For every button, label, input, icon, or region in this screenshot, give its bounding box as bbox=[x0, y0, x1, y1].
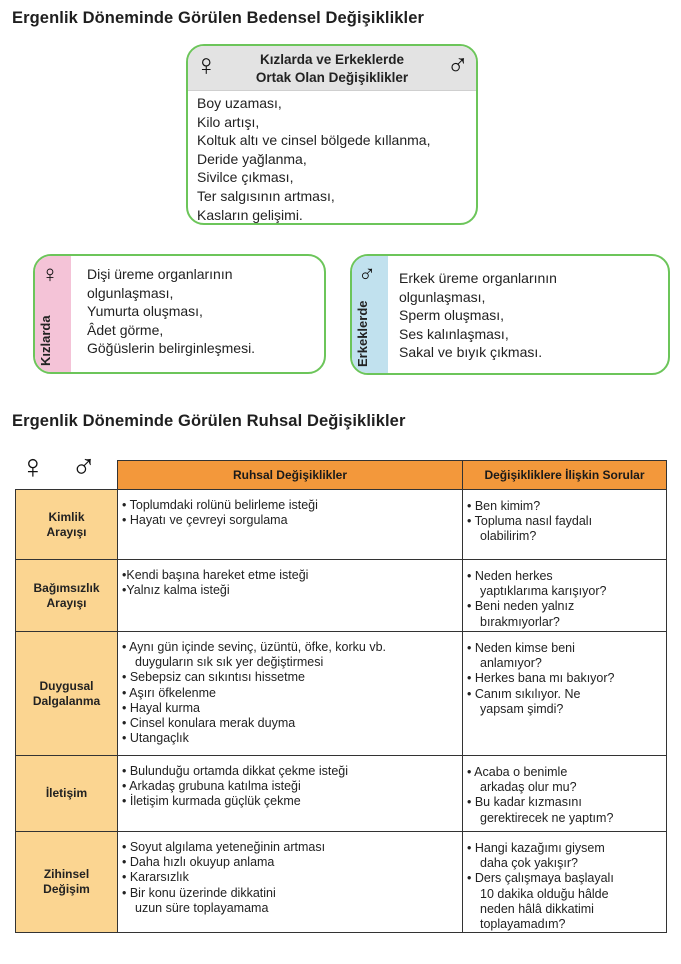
category-line: Arayışı bbox=[46, 595, 87, 610]
list-item: Dişi üreme organlarının bbox=[87, 266, 233, 282]
row-changes bbox=[118, 490, 463, 560]
male-symbol-icon: ♂ bbox=[71, 448, 97, 486]
row-category bbox=[16, 560, 118, 632]
list-item: yaptıklarıma karışıyor? bbox=[480, 584, 607, 599]
list-item: Boy uzaması, bbox=[197, 95, 282, 111]
changes-list bbox=[118, 632, 462, 746]
list-item: yapsam şimdi? bbox=[480, 701, 564, 716]
table-row bbox=[16, 832, 667, 933]
changes-list bbox=[118, 560, 462, 598]
girls-changes-box bbox=[33, 254, 326, 374]
list-item: Göğüslerin belirginleşmesi. bbox=[87, 340, 256, 357]
header-questions: Değişikliklere İlişkin Sorular bbox=[463, 461, 667, 490]
category-line: Dalgalanma bbox=[32, 693, 101, 708]
category-line: Zihinsel bbox=[43, 867, 90, 882]
list-item: • Hangi kazağımı giysem bbox=[467, 841, 605, 855]
list-item: • Canım sıkılıyor. Ne bbox=[467, 686, 581, 701]
row-category bbox=[16, 632, 118, 756]
list-item: Deride yağlanma, bbox=[197, 150, 307, 167]
list-item: daha çok yakışır? bbox=[480, 856, 578, 871]
list-item: • Aşırı öfkelenme bbox=[122, 685, 217, 700]
female-symbol-icon: ♀ bbox=[195, 49, 218, 82]
list-item: • Topluma nasıl faydalı bbox=[467, 514, 593, 529]
list-item: • Neden herkes bbox=[467, 569, 553, 583]
row-changes bbox=[118, 632, 463, 756]
header-changes: Ruhsal Değişiklikler bbox=[118, 461, 463, 490]
table-row bbox=[16, 632, 667, 756]
list-item: olgunlaşması, bbox=[399, 288, 486, 305]
list-item: • Utangaçlık bbox=[122, 731, 189, 746]
list-item: • Cinsel konulara merak duyma bbox=[122, 716, 296, 731]
row-category bbox=[16, 490, 118, 560]
girls-side-band bbox=[35, 256, 71, 372]
list-item: • Herkes bana mı bakıyor? bbox=[467, 671, 615, 686]
table-row bbox=[16, 560, 667, 632]
list-item: Ses kalınlaşması, bbox=[399, 325, 509, 342]
list-item: neden hâlâ dikkatimi bbox=[480, 901, 594, 916]
male-symbol-icon: ♂ bbox=[446, 49, 469, 82]
list-item: olabilirim? bbox=[480, 529, 537, 544]
list-item: uzun süre toplayamama bbox=[135, 900, 269, 915]
list-item: • Toplumdaki rolünü belirleme isteği bbox=[122, 498, 318, 512]
list-item: • Bu kadar kızmasını bbox=[467, 795, 582, 810]
girls-label: Kızlarda bbox=[38, 315, 53, 366]
changes-list bbox=[118, 756, 462, 810]
list-item: • Ben kimim? bbox=[467, 499, 541, 513]
list-item: Kilo artışı, bbox=[197, 113, 260, 130]
list-item: • Sebepsiz can sıkıntısı hissetme bbox=[122, 670, 305, 685]
list-item: • Arkadaş grubuna katılma isteği bbox=[122, 779, 301, 794]
category-line: Değişim bbox=[43, 882, 90, 897]
female-symbol-icon: ♀ bbox=[20, 448, 46, 486]
common-changes-header bbox=[188, 46, 476, 91]
changes-list bbox=[118, 490, 462, 528]
list-item: • Kararsızlık bbox=[122, 870, 189, 885]
common-heading-line-2: Ortak Olan Değişiklikler bbox=[255, 70, 409, 85]
table-row bbox=[16, 756, 667, 832]
category-line: Duygusal bbox=[39, 678, 94, 693]
list-item: Sperm oluşması, bbox=[399, 307, 505, 324]
list-item: • Soyut algılama yeteneğinin artması bbox=[122, 840, 326, 854]
mental-changes-table-wrap bbox=[15, 460, 666, 933]
questions-list bbox=[463, 632, 666, 717]
category-line: Bağımsızlık bbox=[33, 580, 100, 595]
category-line: İletişim bbox=[45, 786, 88, 800]
list-item: • Beni neden yalnız bbox=[467, 599, 575, 614]
list-item: Koltuk altı ve cinsel bölgede kıllanma, bbox=[197, 132, 431, 149]
row-category bbox=[16, 756, 118, 832]
changes-list bbox=[118, 832, 462, 916]
list-item: Sakal ve bıyık çıkması. bbox=[399, 344, 543, 361]
list-item: duyguların sık sık yer değiştirmesi bbox=[135, 655, 324, 670]
category-line: Arayışı bbox=[46, 524, 87, 539]
table-row bbox=[16, 490, 667, 560]
boys-changes-box bbox=[350, 254, 670, 375]
category-line: Kimlik bbox=[48, 509, 85, 524]
list-item: • Neden kimse beni bbox=[467, 641, 575, 655]
table-header-row bbox=[16, 461, 667, 490]
list-item: Ter salgısının artması, bbox=[197, 187, 335, 204]
list-item: anlamıyor? bbox=[480, 656, 542, 671]
row-changes bbox=[118, 756, 463, 832]
row-changes bbox=[118, 560, 463, 632]
list-item: • Bulunduğu ortamda dikkat çekme isteği bbox=[122, 764, 349, 778]
list-item: bırakmıyorlar? bbox=[480, 614, 560, 629]
table-body bbox=[16, 490, 667, 933]
list-item: Erkek üreme organlarının bbox=[399, 270, 557, 286]
male-symbol-icon: ♂ bbox=[358, 261, 376, 288]
boys-side-band bbox=[352, 256, 388, 373]
list-item: Kasların gelişimi. bbox=[197, 206, 303, 223]
list-item: gerektirecek ne yaptım? bbox=[480, 810, 614, 825]
physical-changes-title: Ergenlik Döneminde Görülen Bedensel Değişiklikler bbox=[12, 9, 425, 27]
list-item: • Hayal kurma bbox=[122, 700, 201, 715]
row-changes bbox=[118, 832, 463, 933]
row-questions bbox=[463, 632, 667, 756]
girls-changes-list bbox=[87, 265, 255, 358]
boys-label: Erkeklerde bbox=[355, 300, 370, 367]
row-questions bbox=[463, 832, 667, 933]
questions-list bbox=[463, 832, 666, 932]
female-symbol-icon: ♀ bbox=[41, 261, 59, 288]
common-changes-heading bbox=[228, 51, 436, 87]
list-item: • Aynı gün içinde sevinç, üzüntü, öfke, korku vb. bbox=[122, 640, 387, 654]
list-item: olgunlaşması, bbox=[87, 284, 174, 301]
list-item: • Bir konu üzerinde dikkatini bbox=[122, 885, 276, 900]
list-item: Sivilce çıkması, bbox=[197, 169, 294, 186]
list-item: • Ders çalışmaya başlayalı bbox=[467, 871, 614, 886]
boys-changes-list bbox=[399, 269, 557, 362]
mental-changes-title: Ergenlik Döneminde Görülen Ruhsal Değişiklikler bbox=[12, 412, 406, 430]
list-item: 10 dakika olduğu hâlde bbox=[480, 886, 609, 901]
row-category bbox=[16, 832, 118, 933]
common-heading-line-1: Kızlarda ve Erkeklerde bbox=[259, 52, 405, 67]
list-item: •Kendi başına hareket etme isteği bbox=[122, 568, 309, 582]
row-questions bbox=[463, 490, 667, 560]
list-item: Yumurta oluşması, bbox=[87, 303, 203, 320]
questions-list bbox=[463, 490, 666, 545]
row-questions bbox=[463, 756, 667, 832]
row-questions bbox=[463, 560, 667, 632]
list-item: • Acaba o benimle bbox=[467, 765, 568, 779]
list-item: •Yalnız kalma isteği bbox=[122, 583, 230, 598]
list-item: • İletişim kurmada güçlük çekme bbox=[122, 794, 301, 809]
list-item: • Hayatı ve çevreyi sorgulama bbox=[122, 513, 288, 528]
list-item: Âdet görme, bbox=[87, 321, 164, 338]
common-changes-list bbox=[188, 91, 476, 224]
common-changes-box bbox=[186, 44, 478, 225]
mental-changes-table bbox=[15, 460, 667, 933]
questions-list bbox=[463, 756, 666, 826]
list-item: toplayamadım? bbox=[480, 917, 566, 932]
list-item: arkadaş olur mu? bbox=[480, 780, 577, 795]
list-item: • Daha hızlı okuyup anlama bbox=[122, 855, 275, 870]
questions-list bbox=[463, 560, 666, 630]
